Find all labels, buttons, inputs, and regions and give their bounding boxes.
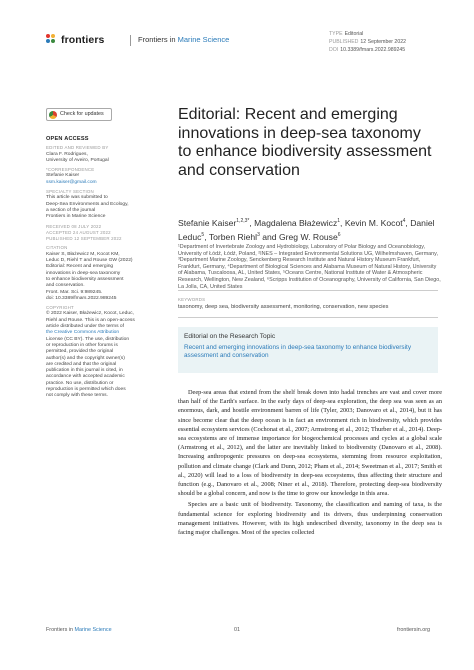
section-line: article distributed under the terms of xyxy=(46,324,125,330)
section-line: to enhance biodiversity assessment xyxy=(46,276,124,282)
author-name[interactable] xyxy=(209,232,260,242)
page-header xyxy=(46,30,436,52)
research-topic-link[interactable]: Recent and emerging innovations in deep-sea taxonomy to enhance biodiversity assessment and conservation xyxy=(184,344,412,359)
topic-heading: Editorial on the Research Topic xyxy=(184,333,276,340)
section-label: *CORRESPONDENCE xyxy=(46,167,95,173)
section-line: innovations in deep-sea taxonomy xyxy=(46,270,121,276)
sidebar-section-correspondence xyxy=(46,167,154,186)
section-line: License (CC BY). The use, distribution xyxy=(46,336,130,342)
section-label: SPECIALTY SECTION xyxy=(46,189,94,195)
sidebar-section-copyright xyxy=(46,305,154,399)
section-line: or reproduction in other forums is xyxy=(46,342,118,348)
received-date: RECEIVED 08 JULY 2022 xyxy=(46,223,102,229)
author-list: Stefanie Kaiser$^{1,2,3*}$, Magdalena Błażewicz$^1$, Kevin M. Kocot$^4$, Daniel Leduc$^5$, Torben Riehl$^3$ and Greg W. Rouse$^6$ xyxy=(178,217,435,243)
footer-journal-prefix: Frontiers in xyxy=(46,627,75,633)
correspondence-email-link[interactable]: ssm.kaiser@gmail.com xyxy=(46,179,97,185)
author-name[interactable] xyxy=(279,232,341,242)
keywords-block xyxy=(178,297,442,310)
divider xyxy=(178,317,438,318)
meta-doi xyxy=(329,46,406,54)
section-line: are credited and that the original xyxy=(46,361,117,367)
sidebar-section-specialty xyxy=(46,189,154,220)
journal-prefix: Frontiers in xyxy=(138,35,178,44)
article-meta xyxy=(329,30,406,54)
frontiers-logo-icon xyxy=(46,34,58,46)
section-label: COPYRIGHT xyxy=(46,305,74,311)
meta-key: PUBLISHED xyxy=(329,39,359,45)
author-name-text: Stefanie Kaiser xyxy=(178,217,237,228)
section-line: a section of the journal xyxy=(46,207,96,213)
license-link[interactable]: the Creative Commons Attribution xyxy=(46,330,120,336)
published-date: PUBLISHED 12 SEPTEMBER 2022 xyxy=(46,236,122,242)
section-line: Frontiers in Marine Science xyxy=(46,214,106,220)
section-line: Deep-Sea Environments and Ecology, xyxy=(46,201,129,207)
author-name-text: Torben Riehl xyxy=(208,232,258,243)
sidebar-section-edited xyxy=(46,145,154,164)
body-paragraph: Deep-sea areas that extend from the shelf break down into hadal trenches are vast and cover more than half of the Earth's surface. In the early days of deep-sea exploration, the deep sea was seen as an enormous, dark, and hostile environment barren of life (Tyler, 2003; Danovaro et al., 2014), but it has since become clear that the deep ocean is in fact an environment rich in biodiversity, which provides essential ecosystem services (Cochonat et al., 2007; Armstrong et al., 2012; Thurber et al., 2014). Deep-sea ecosystems are of immense importance for biogeochemical processes and cycles at a global scale (Armstrong et al., 2012), and the latter are inevitably linked to biodiversity (Danovaro et al., 2008). Increasing anthropogenic pressures on deep-sea ecosystems, stemming from resource exploitation, pollution and climate change (Clark and Dunn, 2012; Pham et al., 2014; Sweetman et al., 2017; Smith et al., 2020) will lead to a loss of biodiversity in deep-sea ecosystems, thus affecting their structure and function (e.g., Danovaro et al., 2008; Niner et al., 2018). Therefore, protecting deep-sea biodiversity should be a global concern, and now is the time to grow our knowledge in this area. xyxy=(178,389,442,498)
author-affil-sup: 6 xyxy=(337,232,341,239)
sidebar-section-dates xyxy=(46,224,154,243)
meta-value: Editorial xyxy=(344,31,364,37)
section-line: Riehl and Rouse. This is an open-access xyxy=(46,317,135,323)
author-name-text: Daniel Leduc xyxy=(178,217,435,243)
section-line: accordance with accepted academic xyxy=(46,374,125,380)
divider xyxy=(178,290,438,291)
section-line: Clara F. Rodrigues, xyxy=(46,151,88,157)
journal-accent: Marine Science xyxy=(177,35,230,44)
section-line: and conservation. xyxy=(46,283,85,289)
footer-site-link[interactable]: frontiersin.org xyxy=(397,627,430,633)
section-label: CITATION xyxy=(46,245,68,251)
check-updates-label: Check for updates xyxy=(60,111,104,118)
section-label: EDITED AND REVIEWED BY xyxy=(46,145,109,151)
footer-journal[interactable] xyxy=(46,627,112,633)
section-line: Kaiser S, Błażewicz M, Kocot KM, xyxy=(46,251,120,257)
affiliations: ¹Department of Invertebrate Zoology and Hydrobiology, Laboratory of Polar Biology and Oceanobiology, University of Łódź, Łódź, Poland, ²INES – Integrated Environmental Solutions UG, Wilhelmshaven, Germany, ³Department Marine Zoology, Senckenberg Research Institute and Natural History Museum Frankfurt, Frankfurt, Germany, ⁴Department of Biological Sciences and Alabama Museum of Natural History, University of Alabama, Tuscaloosa, AL, United States, ⁵Oceans Centre, National Institute of Water & Atmospheric Research, Wellington, New Zealand, ⁶Scripps Institution of Oceanography, University of California, San Diego, La Jolla, CA, United States xyxy=(178,244,441,290)
section-line: © 2022 Kaiser, Błażewicz, Kocot, Leduc, xyxy=(46,311,134,317)
meta-value: 12 September 2022 xyxy=(360,39,406,45)
author-affil-sup: 3 xyxy=(257,232,260,239)
section-line: University of Aveiro, Portugal xyxy=(46,157,109,163)
article-body xyxy=(178,388,442,539)
section-line: doi: 10.3389/fmars.2022.989245 xyxy=(46,295,117,301)
section-line: Editorial: Recent and emerging xyxy=(46,264,114,270)
meta-published xyxy=(329,38,406,46)
meta-key: TYPE xyxy=(329,31,343,37)
section-line: reproduction is permitted which does xyxy=(46,386,126,392)
accepted-date: ACCEPTED 24 AUGUST 2022 xyxy=(46,229,111,235)
author-name-text: Greg W. Rouse xyxy=(278,232,338,243)
author-affil-sup: 1,2,3* xyxy=(236,218,250,224)
open-access-label: OPEN ACCESS xyxy=(46,136,89,142)
author-affil-sup: 5 xyxy=(201,232,205,239)
logo-text: frontiers xyxy=(61,34,105,46)
section-line: This article was submitted to xyxy=(46,195,108,201)
section-line: Leduc D, Riehl T and Rouse GW (2022) xyxy=(46,258,133,264)
section-line: publication in this journal is cited, in xyxy=(46,368,123,374)
section-line: Front. Mar. Sci. 9:989245. xyxy=(46,289,103,295)
author-affil-sup: 1 xyxy=(337,218,341,224)
section-line: author(s) and the copyright owner(s) xyxy=(46,355,125,361)
author-name-text: Magdalena Błażewicz xyxy=(254,217,338,228)
footer-journal-accent: Marine Science xyxy=(74,627,112,633)
author-name[interactable] xyxy=(178,218,249,228)
frontiers-logo[interactable] xyxy=(46,34,105,46)
journal-name[interactable] xyxy=(138,35,229,44)
research-topic-box xyxy=(178,327,438,373)
crossmark-icon xyxy=(49,111,57,119)
meta-key: DOI xyxy=(329,47,339,53)
keywords-label: KEYWORDS xyxy=(178,297,206,302)
sidebar-section-citation xyxy=(46,245,154,302)
meta-value[interactable]: 10.3389/fmars.2022.989245 xyxy=(340,47,406,53)
body-paragraph: Species are a basic unit of biodiversity. Taxonomy, the classification and naming of taxa, is the fundamental science for exploring biodiversity and its drivers, thus underpinning conservation management initiatives. However, with its high undescribed diversity, taxonomy in the deep sea is facing major challenges. Most of the species collected xyxy=(178,501,442,537)
check-updates-button[interactable] xyxy=(46,108,112,121)
keywords-text: taxonomy, deep sea, biodiversity assessment, monitoring, conservation, new species xyxy=(178,304,389,310)
meta-type xyxy=(329,30,406,38)
section-line: practice. No use, distribution or xyxy=(46,380,114,386)
author-name[interactable] xyxy=(254,218,340,228)
author-name[interactable] xyxy=(345,218,406,228)
page-number: 01 xyxy=(234,627,240,633)
section-line: not comply with these terms. xyxy=(46,393,108,399)
section-line: permitted, provided the original xyxy=(46,349,114,355)
author-name-text: Kevin M. Kocot xyxy=(344,217,403,228)
section-line: Stefanie Kaiser xyxy=(46,173,80,179)
sidebar xyxy=(46,108,154,400)
header-divider xyxy=(130,35,131,46)
author-affil-sup: 4 xyxy=(402,218,406,224)
article-title: Editorial: Recent and emerging innovations in deep-sea taxonomy to enhance biodiversity assessment and conservation xyxy=(178,106,432,180)
